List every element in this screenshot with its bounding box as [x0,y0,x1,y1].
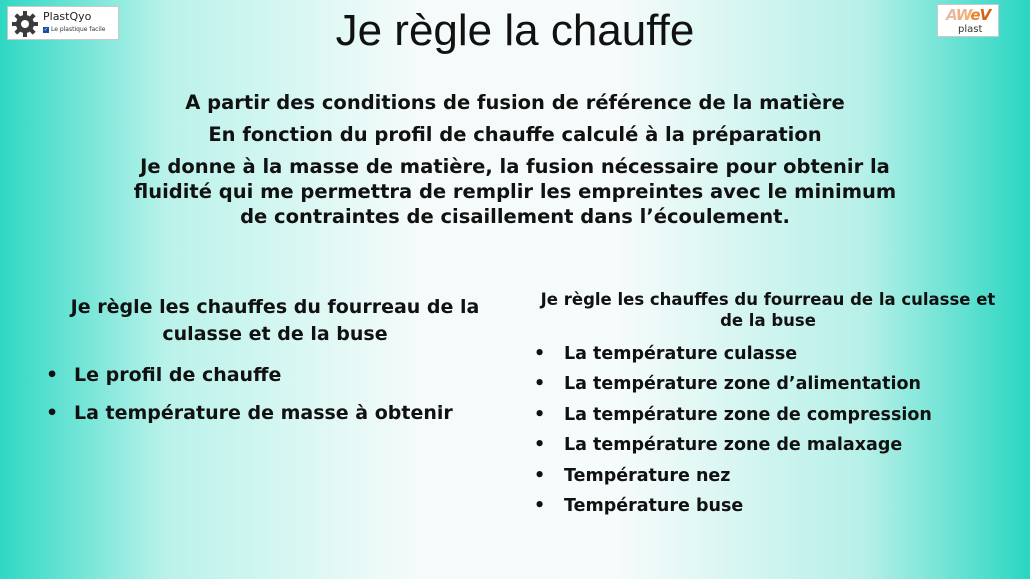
bullet-icon: • [534,435,546,456]
check-icon: ✓ [43,26,49,33]
list-item [528,491,1008,521]
bullet-icon: • [534,374,546,395]
list-item-label: La température culasse [564,344,798,364]
list-item [528,430,1008,460]
page-title: Je règle la chauffe [335,6,695,55]
list-item [528,400,1008,430]
list-item-label: La température zone de malaxage [564,435,903,456]
left-bullet-list [40,356,510,432]
list-item-label: La température zone de compression [564,404,932,425]
bullet-icon: • [46,364,59,386]
right-bullet-list [528,339,1008,521]
list-item [528,461,1008,491]
right-heading: Je règle les chauffes du fourreau de la culasse et de la buse [540,290,996,330]
right-column [528,289,1008,521]
left-column [40,294,510,432]
logo-brand-text: PlastQyo [43,10,92,23]
list-item [40,394,510,432]
bullet-icon: • [534,404,546,425]
bullet-icon: • [46,402,59,424]
awev-logo-subtext: plast [958,24,983,35]
intro-text [120,90,910,236]
awev-logo-mark: AWeV [946,6,991,24]
intro-line: A partir des conditions de fusion de référence de la matière [185,91,845,114]
logo-tagline-text: Le plastique facile [51,26,106,33]
bullet-icon: • [534,496,546,517]
intro-paragraph: Je donne à la masse de matière, la fusion nécessaire pour obtenir la fluidité qui me permettra de remplir les empreintes avec le minimum de contraintes de cisaillement dans l’écoulement. [133,155,897,228]
list-item [528,339,1008,369]
list-item-label: Température nez [564,465,731,486]
list-item-label: Le profil de chauffe [74,364,282,386]
list-item-label: La température de masse à obtenir [74,402,453,424]
bullet-icon: • [534,344,546,364]
bullet-icon: • [534,465,546,486]
list-item [528,369,1008,399]
intro-line: En fonction du profil de chauffe calculé à la préparation [208,123,822,146]
left-heading: Je règle les chauffes du fourreau de la culasse et de la buse [70,296,480,345]
list-item-label: La température zone d’alimentation [564,374,921,395]
list-item [40,356,510,394]
list-item-label: Température buse [564,496,744,517]
